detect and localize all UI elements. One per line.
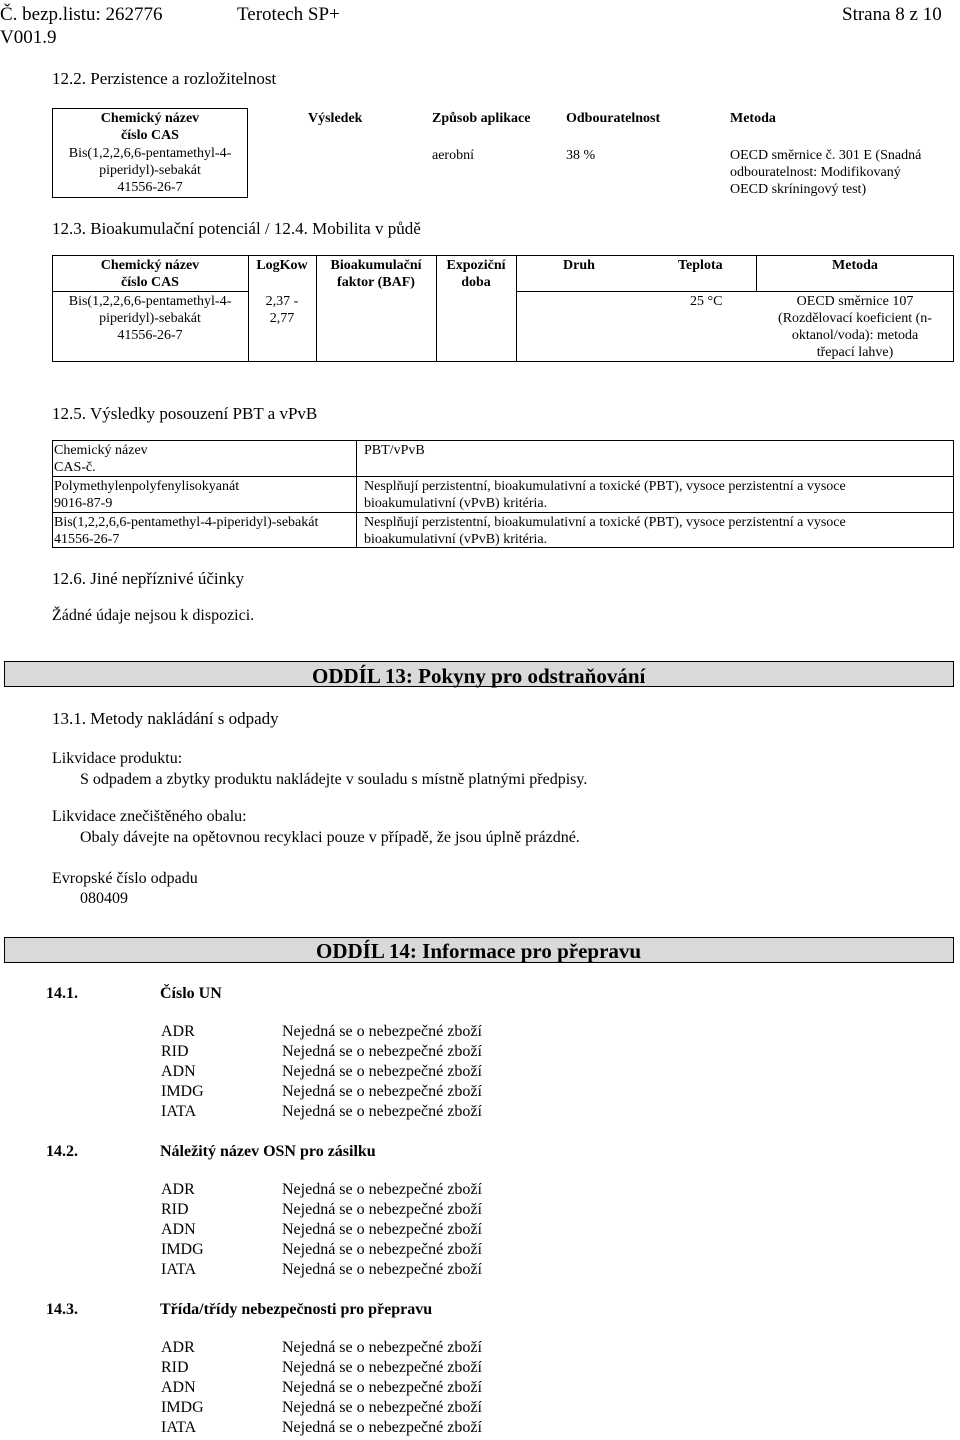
col-temperature: Teplota bbox=[678, 258, 723, 273]
method-line3: oktanol/voda): metoda bbox=[791, 328, 919, 343]
chem-name-line2: piperidyl)-sebakát bbox=[99, 163, 201, 178]
row-divider-chem bbox=[52, 291, 248, 292]
row2-pbt-line2: bioakumulativní (vPvB) kritéria. bbox=[364, 532, 548, 547]
value-rid: Nejedná se o nebezpečné zboží bbox=[282, 1201, 482, 1218]
mode-adr: ADR bbox=[161, 1339, 195, 1356]
value-adr: Nejedná se o nebezpečné zboží bbox=[282, 1181, 482, 1198]
col-divider bbox=[356, 440, 357, 548]
temperature-value: 25 °C bbox=[690, 294, 723, 309]
value-imdg: Nejedná se o nebezpečné zboží bbox=[282, 1241, 482, 1258]
mode-iata: IATA bbox=[161, 1261, 197, 1278]
col-exposure bbox=[436, 257, 516, 291]
col-degradability: Odbouratelnost bbox=[566, 111, 661, 126]
method-line4: třepací lahve) bbox=[816, 345, 894, 360]
value-adr: Nejedná se o nebezpečné zboží bbox=[282, 1339, 482, 1356]
row1-pbt-line2: bioakumulativní (vPvB) kritéria. bbox=[364, 496, 548, 511]
chem-header-line2: číslo CAS bbox=[121, 128, 179, 143]
waste-code-value: 080409 bbox=[80, 890, 128, 907]
section-12-5-title: 12.5. Výsledky posouzení PBT a vPvB bbox=[52, 404, 318, 423]
mode-rid: RID bbox=[161, 1359, 189, 1376]
baf-line2: faktor (BAF) bbox=[337, 275, 415, 290]
mode-adn: ADN bbox=[161, 1379, 196, 1396]
subsection-13-1-title: 13.1. Metody nakládání s odpady bbox=[52, 709, 279, 728]
block-14-2-number: 14.2. bbox=[46, 1143, 78, 1160]
col-method: Metoda bbox=[730, 111, 776, 126]
chem-header bbox=[52, 257, 248, 291]
chem-header-line1: Chemický název bbox=[100, 258, 200, 273]
block-14-3-modes bbox=[161, 1338, 204, 1438]
chem-header bbox=[54, 442, 148, 476]
method-line3: OECD skríningový test) bbox=[730, 182, 867, 197]
block-14-1-title: Číslo UN bbox=[160, 985, 222, 1002]
value-iata: Nejedná se o nebezpečné zboží bbox=[282, 1261, 482, 1278]
table-row bbox=[364, 478, 846, 512]
col-logkow: LogKow bbox=[256, 258, 308, 273]
value-adr: Nejedná se o nebezpečné zboží bbox=[282, 1023, 482, 1040]
block-14-3-title: Třída/třídy nebezpečnosti pro přepravu bbox=[160, 1301, 433, 1318]
exposure-line2: doba bbox=[461, 275, 491, 290]
col-result: Výsledek bbox=[308, 111, 363, 126]
value-rid: Nejedná se o nebezpečné zboží bbox=[282, 1043, 482, 1060]
method-line1: OECD směrnice č. 301 E (Snadná bbox=[730, 148, 922, 163]
packaging-disposal-label: Likvidace znečištěného obalu: bbox=[52, 808, 247, 825]
chem-value bbox=[52, 293, 248, 344]
value-imdg: Nejedná se o nebezpečné zboží bbox=[282, 1083, 482, 1100]
row1-cas: 9016-87-9 bbox=[54, 496, 113, 511]
block-14-1-modes bbox=[161, 1022, 204, 1122]
sheet-number: Č. bezp.listu: 262776 bbox=[0, 4, 163, 25]
table-row bbox=[364, 514, 846, 548]
chem-header-line2: číslo CAS bbox=[121, 275, 179, 290]
product-name: Terotech SP+ bbox=[237, 4, 340, 25]
chem-value bbox=[52, 145, 248, 196]
section-12-6-title: 12.6. Jiné nepříznivé účinky bbox=[52, 569, 245, 588]
table-row bbox=[54, 478, 239, 512]
row2-chem-name: Bis(1,2,2,6,6-pentamethyl-4-piperidyl)-sebakát bbox=[54, 515, 319, 530]
chem-cas: 41556-26-7 bbox=[117, 180, 183, 195]
mode-imdg: IMDG bbox=[161, 1399, 204, 1416]
application-value: aerobní bbox=[432, 148, 474, 163]
chem-name-line2: piperidyl)-sebakát bbox=[99, 311, 201, 326]
chem-name-line1: Bis(1,2,2,6,6-pentamethyl-4- bbox=[68, 294, 232, 309]
row2-cas: 41556-26-7 bbox=[54, 532, 120, 547]
col-species: Druh bbox=[563, 258, 595, 273]
col-baf bbox=[316, 257, 436, 291]
block-14-2-values bbox=[282, 1180, 482, 1280]
block-14-2-modes bbox=[161, 1180, 204, 1280]
value-adn: Nejedná se o nebezpečné zboží bbox=[282, 1221, 482, 1238]
chem-name-line1: Bis(1,2,2,6,6-pentamethyl-4- bbox=[68, 146, 232, 161]
method-value bbox=[756, 293, 954, 361]
chem-header bbox=[52, 110, 248, 144]
value-adn: Nejedná se o nebezpečné zboží bbox=[282, 1379, 482, 1396]
section-13-title: ODDÍL 13: Pokyny pro odstraňování bbox=[312, 664, 646, 688]
table-row bbox=[54, 514, 318, 548]
value-rid: Nejedná se o nebezpečné zboží bbox=[282, 1359, 482, 1376]
col-application: Způsob aplikace bbox=[432, 111, 531, 126]
row-divider-right bbox=[516, 291, 954, 292]
row1-pbt-line1: Nesplňují perzistentní, bioakumulativní a toxické (PBT), vysoce perzistentní a vysoce bbox=[364, 479, 846, 494]
row-divider-2 bbox=[52, 512, 954, 513]
value-iata: Nejedná se o nebezpečné zboží bbox=[282, 1419, 482, 1436]
baf-line1: Bioakumulační bbox=[330, 258, 422, 273]
mode-adn: ADN bbox=[161, 1063, 196, 1080]
mode-imdg: IMDG bbox=[161, 1241, 204, 1258]
page-number: Strana 8 z 10 bbox=[842, 4, 942, 25]
chem-header-line1: Chemický název bbox=[54, 443, 148, 458]
mode-adr: ADR bbox=[161, 1181, 195, 1198]
chem-cas: 41556-26-7 bbox=[117, 328, 183, 343]
logkow-value bbox=[248, 293, 316, 327]
mode-adn: ADN bbox=[161, 1221, 196, 1238]
section-12-3-title: 12.3. Bioakumulační potenciál / 12.4. Mobilita v půdě bbox=[52, 219, 421, 238]
col-divider-4 bbox=[516, 255, 517, 362]
product-disposal-label: Likvidace produktu: bbox=[52, 750, 183, 767]
block-14-3-number: 14.3. bbox=[46, 1301, 78, 1318]
row-divider-1 bbox=[52, 476, 954, 477]
col-method: Metoda bbox=[832, 258, 878, 273]
exposure-line1: Expoziční bbox=[446, 258, 506, 273]
block-14-1-values bbox=[282, 1022, 482, 1122]
row1-chem-name: Polymethylenpolyfenylisokyanát bbox=[54, 479, 240, 494]
mode-iata: IATA bbox=[161, 1419, 197, 1436]
packaging-disposal-text: Obaly dávejte na opětovnou recyklaci pouze v případě, že jsou úplně prázdné. bbox=[80, 829, 580, 846]
block-14-1-number: 14.1. bbox=[46, 985, 78, 1002]
pbt-header: PBT/vPvB bbox=[364, 443, 425, 458]
degradability-value: 38 % bbox=[566, 148, 596, 163]
method-value bbox=[730, 147, 921, 198]
no-data-text: Žádné údaje nejsou k dispozici. bbox=[52, 607, 255, 624]
mode-rid: RID bbox=[161, 1043, 189, 1060]
row2-pbt-line1: Nesplňují perzistentní, bioakumulativní a toxické (PBT), vysoce perzistentní a vysoce bbox=[364, 515, 846, 530]
logkow-line1: 2,37 - bbox=[265, 294, 299, 309]
mode-iata: IATA bbox=[161, 1103, 197, 1120]
method-line1: OECD směrnice 107 bbox=[796, 294, 914, 309]
section-14-title: ODDÍL 14: Informace pro přepravu bbox=[316, 939, 642, 963]
mode-adr: ADR bbox=[161, 1023, 195, 1040]
mode-rid: RID bbox=[161, 1201, 189, 1218]
value-imdg: Nejedná se o nebezpečné zboží bbox=[282, 1399, 482, 1416]
value-iata: Nejedná se o nebezpečné zboží bbox=[282, 1103, 482, 1120]
section-12-2-title: 12.2. Perzistence a rozložitelnost bbox=[52, 69, 277, 88]
waste-code-label: Evropské číslo odpadu bbox=[52, 870, 198, 887]
chem-header-line2: CAS-č. bbox=[54, 460, 96, 475]
block-14-3-values bbox=[282, 1338, 482, 1438]
product-disposal-text: S odpadem a zbytky produktu nakládejte v souladu s místně platnými předpisy. bbox=[80, 771, 588, 788]
method-line2: (Rozdělovací koeficient (n- bbox=[778, 311, 932, 326]
block-14-2-title: Náležitý název OSN pro zásilku bbox=[160, 1143, 376, 1160]
version: V001.9 bbox=[0, 27, 57, 48]
logkow-line2: 2,77 bbox=[269, 311, 295, 326]
value-adn: Nejedná se o nebezpečné zboží bbox=[282, 1063, 482, 1080]
method-line2: odbouratelnost: Modifikovaný bbox=[730, 165, 901, 180]
chem-header-line1: Chemický název bbox=[100, 111, 200, 126]
mode-imdg: IMDG bbox=[161, 1083, 204, 1100]
